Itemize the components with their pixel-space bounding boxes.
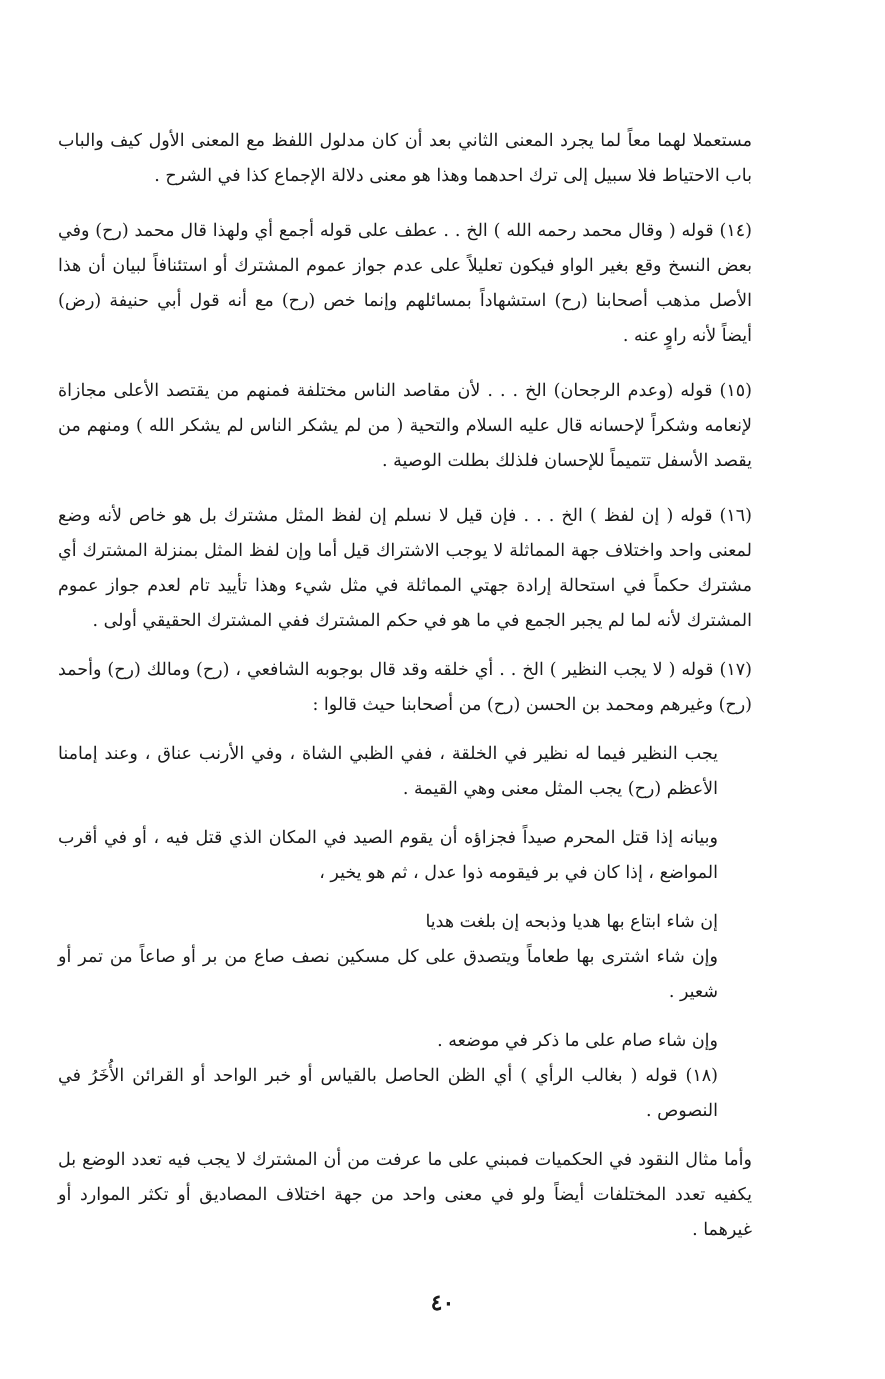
page-number: ٤٠ <box>430 1290 455 1316</box>
option-food: وإن شاء اشترى بها طعاماً ويتصدق على كل مسكين نصف صاع من بر أو صاعاً من تمر أو شعير . <box>58 947 718 1002</box>
paragraph-currency: وأما مثال النقود في الحكميات فمبني على ما عرفت من أن المشترك لا يجب فيه تعدد الوضع بل يكفيه تعدد المختلفات أيضاً ولو في معنى واحد من جهة اختلاف المصاديق أو تكثر الموارد أو غيرهما . <box>58 1150 752 1240</box>
paragraph-intro: مستعملا لهما معاً لما يجرد المعنى الثاني بعد أن كان مدلول اللفظ مع المعنى الأول كيف والباب باب الاحتياط فلا سبيل إلى ترك احدهما وهذا هو معنى دلالة الإجماع كذا في الشرح . <box>58 131 752 186</box>
note-17: (١٧) قوله ( لا يجب النظير ) الخ . . أي خلقه وقد قال بوجوبه الشافعي ، (رح) ومالك (رح) وأحمد (رح) وغيرهم ومحمد بن الحسن (رح) من أصحابنا حيث قالوا : <box>58 660 752 715</box>
note-15: (١٥) قوله (وعدم الرجحان) الخ . . . لأن مقاصد الناس مختلفة فمنهم من يقتصد الأعلى مجازاة لإنعامه وشكراً لإحسانه قال عليه السلام والتحية ( من لم يشكر الناس لم يشكر الله ) ومنهم من يقصد الأسفل تتميماً للإحسان فلذلك بطلت الوصية . <box>58 381 752 471</box>
note-18: (١٨) قوله ( بغالب الرأي ) أي الظن الحاصل بالقياس أو خبر الواحد أو القرائن الأُخَرُ في النصوص . <box>58 1066 718 1121</box>
quote-nadhir: يجب النظير فيما له نظير في الخلقة ، ففي الظبي الشاة ، وفي الأرنب عناق ، وعند إمامنا الأعظم (رح) يجب المثل معنى وهي القيمة . <box>58 744 718 799</box>
note-14: (١٤) قوله ( وقال محمد رحمه الله ) الخ . . عطف على قوله أجمع أي ولهذا قال محمد (رح) وفي بعض النسخ وقع بغير الواو فيكون تعليلاً على عدم جواز عموم المشترك أو استئنافاً لبيان أن هذا الأصل مذهب أصحابنا (رح) استشهاداً بمسائلهم وإنما خص (رح) مع أنه قول أبي حنيفة (رض) أيضاً لأنه راوٍ عنه . <box>58 221 752 346</box>
page-body <box>58 124 752 1248</box>
note-16: (١٦) قوله ( إن لفظ ) الخ . . . فإن قيل لا نسلم إن لفظ المثل مشترك بل هو خاص لأنه وضع لمعنى واحد واختلاف جهة المماثلة لا يوجب الاشتراك قيل أما وإن لفظ المثل بمنزلة المشترك أي مشترك حكماً في استحالة إرادة جهتي المماثلة في مثل شيء وهذا تأييد تام لعدم جواز عموم المشترك لأنه لما لم يجبر الجمع في ما هو في حكم المشترك ففي المشترك الحقيقي أولى . <box>58 506 752 631</box>
paragraph-explanation: وبيانه إذا قتل المحرم صيداً فجزاؤه أن يقوم الصيد في المكان الذي قتل فيه ، أو في أقرب المواضع ، إذا كان في بر فيقومه ذوا عدل ، ثم هو يخير ، <box>58 828 718 883</box>
option-hadi: إن شاء ابتاع بها هديا وذبحه إن بلغت هديا <box>425 912 718 932</box>
option-fasting: وإن شاء صام على ما ذكر في موضعه . <box>437 1031 718 1051</box>
